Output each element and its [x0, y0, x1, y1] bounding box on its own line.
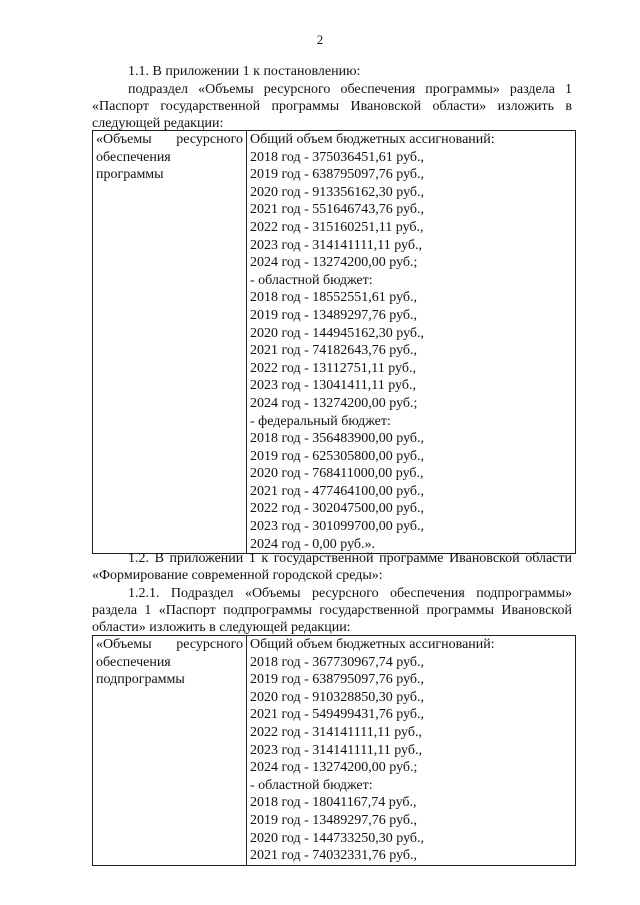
budget-line: 2024 год - 0,00 руб.».	[250, 536, 376, 552]
table-label-line: программы	[96, 167, 164, 183]
budget-line: 2020 год - 913356162,30 руб.,	[250, 184, 425, 200]
budget-line: 2023 год - 301099700,00 руб.,	[250, 519, 425, 535]
resources-table-program	[92, 130, 576, 554]
budget-line: - областной бюджет:	[250, 777, 373, 793]
section-1-2-1-heading: 1.2.1. Подраздел «Объемы ресурсного обеспечения подпрограммы» раздела 1 «Паспорт подпрограммы государственной программы Ивановской области» изложить в следующей редакции:	[92, 586, 572, 635]
table-values-cell	[247, 131, 576, 554]
table-label-line: обеспечения	[96, 149, 171, 165]
budget-line: 2019 год - 638795097,76 руб.,	[250, 167, 425, 183]
section-1-2-heading: 1.2. В приложении 1 к государственной программе Ивановской области «Формирование современной городской среды»:	[92, 551, 572, 583]
budget-line: 2023 год - 13041411,11 руб.,	[250, 378, 416, 394]
budget-line: Общий объем бюджетных ассигнований:	[250, 132, 495, 147]
budget-line: 2020 год - 910328850,30 руб.,	[250, 689, 425, 705]
budget-line: 2020 год - 144733250,30 руб.,	[250, 830, 425, 846]
budget-line: 2024 год - 13274200,00 руб.;	[250, 255, 418, 271]
budget-line: 2018 год - 18041167,74 руб.,	[250, 795, 417, 811]
budget-line: - федеральный бюджет:	[250, 413, 391, 429]
budget-line: 2022 год - 13112751,11 руб.,	[250, 360, 416, 376]
budget-line: 2021 год - 74182643,76 руб.,	[250, 343, 418, 359]
budget-line: Общий объем бюджетных ассигнований:	[250, 637, 495, 652]
budget-line: - областной бюджет:	[250, 272, 373, 288]
table-label-line: «Объемы ресурсного	[96, 132, 243, 147]
budget-line: 2021 год - 549499431,76 руб.,	[250, 707, 425, 723]
budget-line: 2023 год - 314141111,11 руб.,	[250, 237, 422, 253]
table-label-line: обеспечения	[96, 654, 171, 670]
budget-line: 2021 год - 477464100,00 руб.,	[250, 483, 425, 499]
budget-line: 2022 год - 315160251,11 руб.,	[250, 219, 424, 235]
budget-line: 2023 год - 314141111,11 руб.,	[250, 742, 422, 758]
table-values-cell	[247, 636, 576, 866]
table-label-cell	[93, 636, 247, 866]
budget-line: 2020 год - 144945162,30 руб.,	[250, 325, 425, 341]
section-1-1-instruction: подраздел «Объемы ресурсного обеспечения программы» раздела 1 «Паспорт государственной программы Ивановской области» изложить в следующей редакции:	[92, 82, 572, 131]
budget-line: 2021 год - 74032331,76 руб.,	[250, 848, 418, 864]
budget-line: 2018 год - 375036451,61 руб.,	[250, 149, 425, 165]
budget-line: 2022 год - 302047500,00 руб.,	[250, 501, 425, 517]
page-number: 2	[316, 32, 324, 47]
table-label-line: подпрограммы	[96, 672, 185, 688]
section-1-1-heading: 1.1. В приложении 1 к постановлению:	[128, 64, 361, 79]
budget-line: 2018 год - 367730967,74 руб.,	[250, 654, 425, 670]
budget-line: 2021 год - 551646743,76 руб.,	[250, 202, 425, 218]
budget-line: 2024 год - 13274200,00 руб.;	[250, 395, 418, 411]
budget-line: 2019 год - 638795097,76 руб.,	[250, 672, 425, 688]
table-label-cell	[93, 131, 247, 554]
budget-line: 2019 год - 13489297,76 руб.,	[250, 307, 418, 323]
budget-line: 2018 год - 356483900,00 руб.,	[250, 431, 425, 447]
budget-line: 2018 год - 18552551,61 руб.,	[250, 290, 418, 306]
budget-line: 2019 год - 625305800,00 руб.,	[250, 448, 425, 464]
budget-line: 2024 год - 13274200,00 руб.;	[250, 760, 418, 776]
table-label-line: «Объемы ресурсного	[96, 637, 243, 652]
budget-line: 2020 год - 768411000,00 руб.,	[250, 466, 424, 482]
budget-line: 2022 год - 314141111,11 руб.,	[250, 724, 422, 740]
resources-table-subprogram	[92, 635, 576, 866]
budget-line: 2019 год - 13489297,76 руб.,	[250, 812, 418, 828]
